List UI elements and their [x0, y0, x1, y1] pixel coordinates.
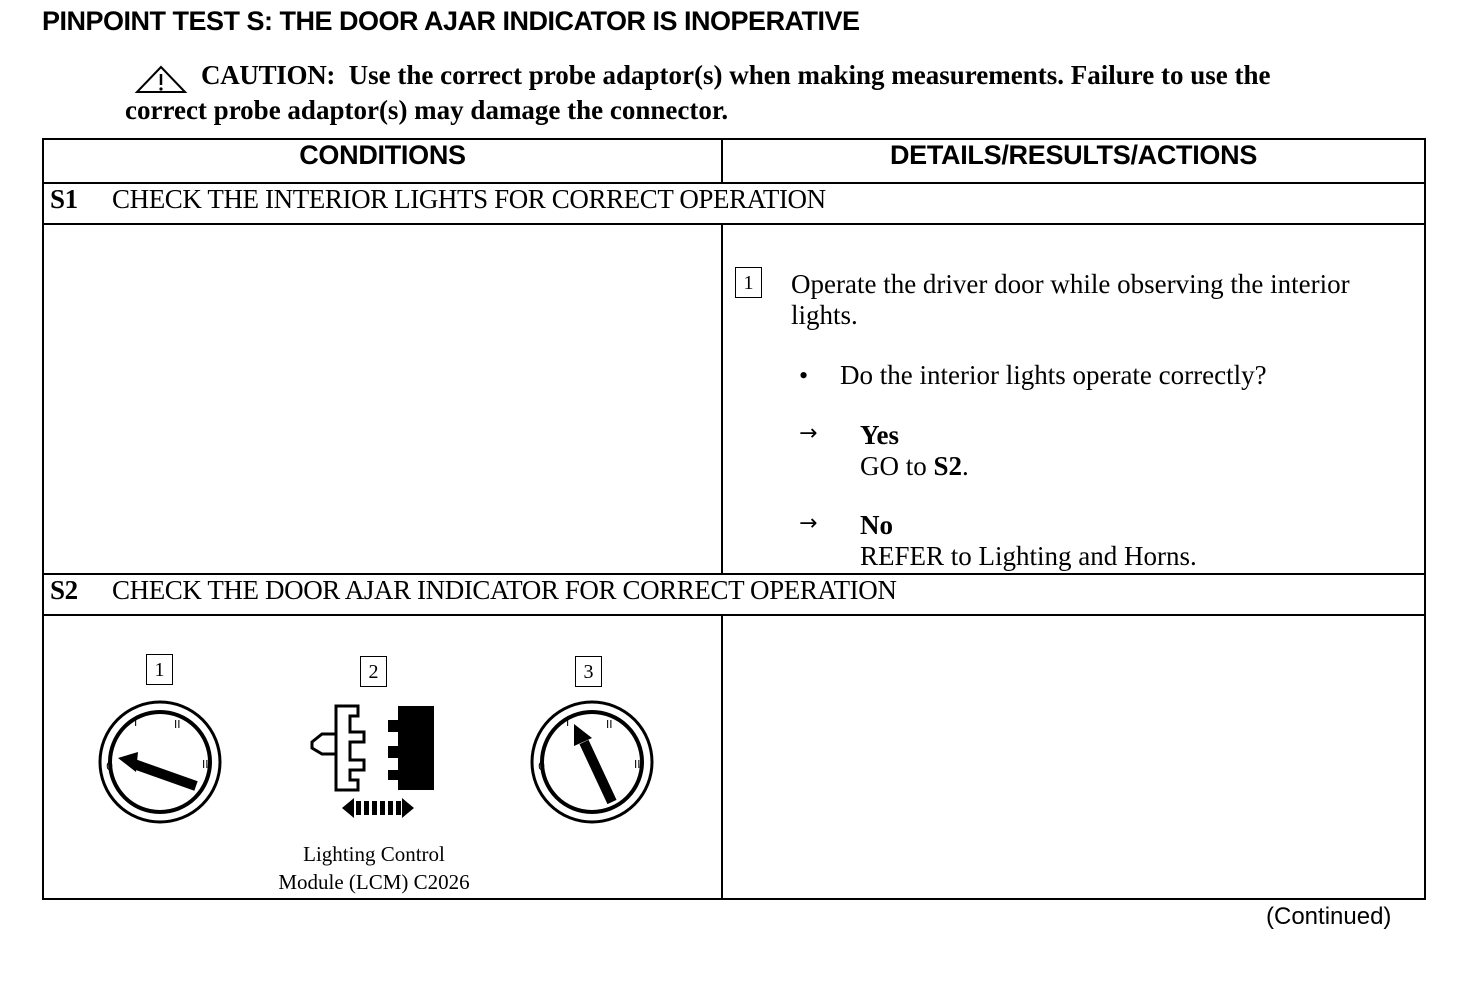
mark-0: 0 — [538, 760, 545, 773]
caution-text: Use the correct probe adaptor(s) when making measurements. Failure to use the correct probe adaptor(s) may damage the connector. — [125, 60, 1271, 125]
figure-caption — [244, 840, 504, 896]
action-yes-suffix: . — [962, 451, 969, 481]
instruction-text: Operate the driver door while observing the interior lights. — [791, 269, 1350, 330]
step-title: CHECK THE INTERIOR LIGHTS FOR CORRECT OPERATION — [112, 184, 826, 214]
figure-label-1: 1 — [146, 654, 173, 685]
lcm-connector-icon — [308, 702, 448, 832]
caution-label: CAUTION: — [201, 60, 336, 90]
mark-3: III — [634, 758, 644, 771]
action-yes-ref: S2 — [933, 451, 963, 481]
mark-2: II — [174, 718, 181, 731]
result-yes — [860, 420, 969, 482]
step-id: S2 — [50, 575, 78, 605]
continued-label: (Continued) — [1266, 903, 1392, 930]
step-s2-header — [43, 574, 1425, 615]
caption-line-1: Lighting Control — [303, 842, 445, 866]
s2-conditions-cell — [43, 615, 722, 899]
answer-yes: Yes — [860, 420, 899, 450]
answer-no: No — [860, 510, 893, 540]
header-details: DETAILS/RESULTS/ACTIONS — [722, 139, 1425, 183]
bullet-icon: • — [799, 361, 809, 390]
ignition-switch-off-icon — [96, 698, 226, 828]
figure-label-3: 3 — [575, 656, 602, 687]
s1-details-cell — [722, 224, 1425, 574]
mark-3: III — [202, 758, 212, 771]
ignition-switch-run-icon — [528, 698, 658, 828]
mark-0: 0 — [106, 760, 113, 773]
action-no-text: REFER to Lighting and Horns. — [860, 541, 1197, 571]
step-s1-header — [43, 183, 1425, 224]
step-number-box: 1 — [735, 267, 762, 298]
header-conditions: CONDITIONS — [43, 139, 722, 183]
s2-details-cell — [722, 615, 1425, 899]
step-title: CHECK THE DOOR AJAR INDICATOR FOR CORRECT OPERATION — [112, 575, 897, 605]
action-yes-prefix: GO to — [860, 451, 934, 481]
question-text: Do the interior lights operate correctly? — [840, 360, 1267, 390]
arrow-right-icon: → — [799, 511, 818, 536]
warning-triangle-icon-glyph — [135, 62, 187, 95]
page-title: PINPOINT TEST S: THE DOOR AJAR INDICATOR IS INOPERATIVE — [42, 6, 860, 36]
figure-label-2: 2 — [360, 656, 387, 687]
arrow-right-icon: → — [799, 421, 818, 446]
caution-note — [125, 60, 1345, 126]
mark-2: II — [606, 718, 613, 731]
s1-conditions-cell — [43, 224, 722, 574]
mark-1: I — [134, 716, 138, 729]
step-id: S1 — [50, 184, 78, 214]
result-no — [860, 510, 1197, 572]
pinpoint-test-table — [42, 138, 1426, 900]
mark-1: I — [566, 716, 570, 729]
caption-line-2: Module (LCM) C2026 — [278, 870, 470, 894]
